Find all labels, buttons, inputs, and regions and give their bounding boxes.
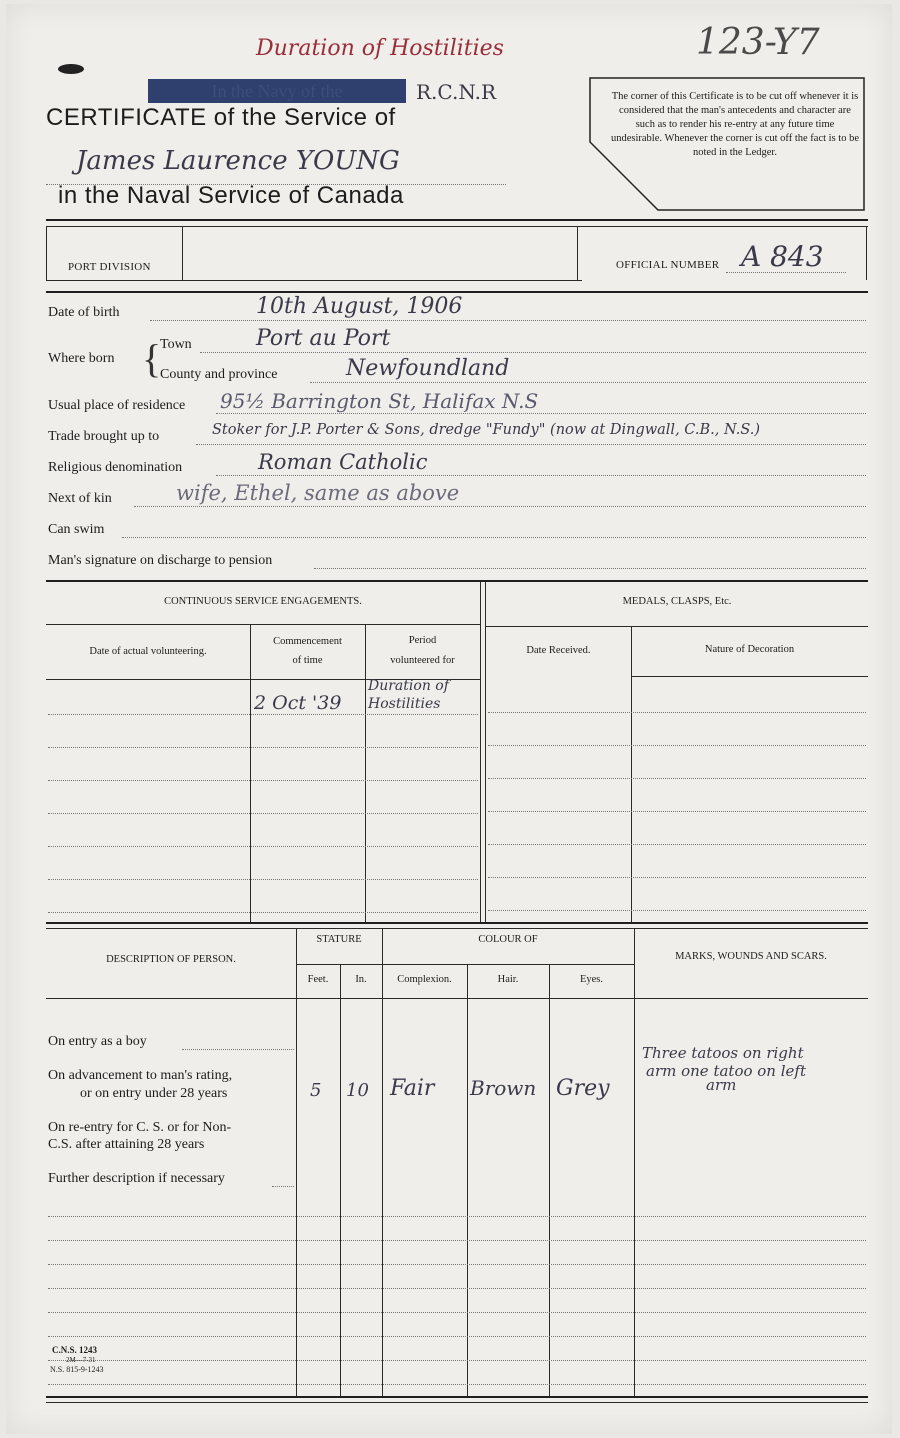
engagement-period-2: Hostilities: [368, 696, 441, 712]
sailor-name: James Laurence YOUNG: [76, 146, 400, 176]
row-further: Further description if necessary: [48, 1171, 225, 1186]
col-commencement-2: of time: [292, 655, 323, 666]
hair-value: Brown: [470, 1076, 537, 1100]
marks-value-3: arm: [706, 1076, 737, 1094]
medals-title: MEDALS, CLASPS, Etc.: [622, 596, 732, 607]
form-number-2: 2M—7-31: [66, 1356, 96, 1364]
official-number-label: OFFICIAL NUMBER: [616, 259, 720, 271]
eyes-header: Eyes.: [579, 974, 604, 985]
description-title: DESCRIPTION OF PERSON.: [106, 954, 236, 965]
col-period-2: volunteered for: [390, 655, 455, 666]
inches-value: 10: [346, 1080, 369, 1101]
residence-value: 95½ Barrington St, Halifax N.S: [220, 389, 539, 413]
col-commencement-1: Commencement: [273, 636, 342, 647]
col-period-1: Period: [408, 635, 437, 646]
engagements-title: CONTINUOUS SERVICE ENGAGEMENTS.: [164, 596, 362, 607]
form-number-3: N.S. 815-9-1243: [50, 1365, 104, 1374]
ruled-line: [48, 1384, 866, 1385]
engagement-period-1: Duration of: [368, 678, 449, 694]
ruled-line: [48, 1216, 866, 1217]
ruled-line: [488, 745, 866, 746]
inches-header: In.: [355, 974, 367, 985]
stature-header: STATURE: [316, 934, 362, 945]
row-advancement-2: or on entry under 28 years: [80, 1086, 228, 1101]
eyes-value: Grey: [556, 1076, 610, 1101]
colour-header: COLOUR OF: [478, 934, 538, 945]
ruled-line: [488, 712, 866, 713]
complexion-value: Fair: [390, 1076, 435, 1101]
col-nature-decoration: Nature of Decoration: [704, 644, 795, 655]
signature-label: Man's signature on discharge to pension: [48, 553, 273, 568]
kin-label: Next of kin: [48, 491, 112, 506]
ruled-line: [48, 1264, 866, 1265]
marks-header: MARKS, WOUNDS AND SCARS.: [675, 951, 827, 962]
row-reentry-1: On re-entry for C. S. or for Non-: [48, 1120, 232, 1135]
marks-value-1: Three tatoos on right: [642, 1044, 804, 1062]
ruled-line: [48, 747, 478, 748]
ruled-line: [48, 846, 478, 847]
ruled-line: [48, 1288, 866, 1289]
ruled-line: [488, 778, 866, 779]
ruled-line: [48, 1312, 866, 1313]
marks-value-2: arm one tatoo on left: [646, 1062, 806, 1080]
branch-text: R.C.N.R: [416, 80, 496, 104]
county-value: Newfoundland: [346, 356, 510, 381]
dob-value: 10th August, 1906: [256, 294, 463, 319]
religion-value: Roman Catholic: [258, 450, 428, 474]
ruled-line: [488, 910, 866, 911]
official-number-value: A 843: [741, 240, 824, 273]
ruled-line: [48, 1240, 866, 1241]
col-date-received: Date Received.: [526, 645, 591, 656]
religion-label: Religious denomination: [48, 460, 183, 475]
kin-value: wife, Ethel, same as above: [176, 481, 460, 505]
certificate-subtitle: in the Naval Service of Canada: [58, 182, 404, 209]
dob-label: Date of birth: [48, 305, 120, 320]
engagement-commencement: 2 Oct '39: [254, 692, 342, 714]
ruled-line: [48, 714, 478, 715]
redaction-bar: In the Navy of the: [148, 79, 406, 103]
reference-number: 123-Y7: [696, 22, 820, 63]
ruled-line: [48, 1360, 866, 1361]
ruled-line: [488, 811, 866, 812]
certificate-title: CERTIFICATE of the Service of: [46, 104, 396, 131]
notice-text: The corner of this Certificate is to be cut off whenever it is considered that the man's antecedents and character are such as to render his re-entry at any future time undesirable. Whenever the corner is cut off the fact is to be noted in the Ledger.: [610, 91, 860, 158]
where-born-label: Where born: [48, 351, 115, 366]
ruled-line: [488, 877, 866, 878]
town-label: Town: [160, 337, 192, 352]
brace: {: [142, 336, 162, 381]
col-date-volunteering: Date of actual volunteering.: [89, 646, 207, 657]
hair-header: Hair.: [497, 974, 519, 985]
feet-value: 5: [310, 1080, 322, 1101]
row-entry-boy: On entry as a boy: [48, 1034, 147, 1049]
ruled-line: [48, 780, 478, 781]
form-number-1: C.N.S. 1243: [52, 1345, 98, 1355]
ruled-line: [48, 879, 478, 880]
ruled-line: [48, 813, 478, 814]
trade-label: Trade brought up to: [48, 429, 160, 444]
swim-label: Can swim: [48, 522, 105, 537]
row-advancement-1: On advancement to man's rating,: [48, 1068, 233, 1083]
ruled-line: [48, 912, 478, 913]
certificate-page: [6, 4, 892, 1434]
complexion-header: Complexion.: [397, 974, 452, 985]
trade-value: Stoker for J.P. Porter & Sons, dredge "Fundy" (now at Dingwall, C.B., N.S.): [212, 422, 761, 438]
punch-mark: [58, 64, 84, 74]
row-reentry-2: C.S. after attaining 28 years: [48, 1137, 205, 1152]
port-division-label: PORT DIVISION: [68, 261, 151, 273]
annotation-duration: Duration of Hostilities: [256, 36, 504, 61]
ruled-line: [488, 844, 866, 845]
ruled-line: [48, 1336, 866, 1337]
feet-header: Feet.: [307, 974, 329, 985]
county-label: County and province: [160, 367, 278, 382]
town-value: Port au Port: [256, 326, 391, 351]
residence-label: Usual place of residence: [48, 398, 186, 413]
